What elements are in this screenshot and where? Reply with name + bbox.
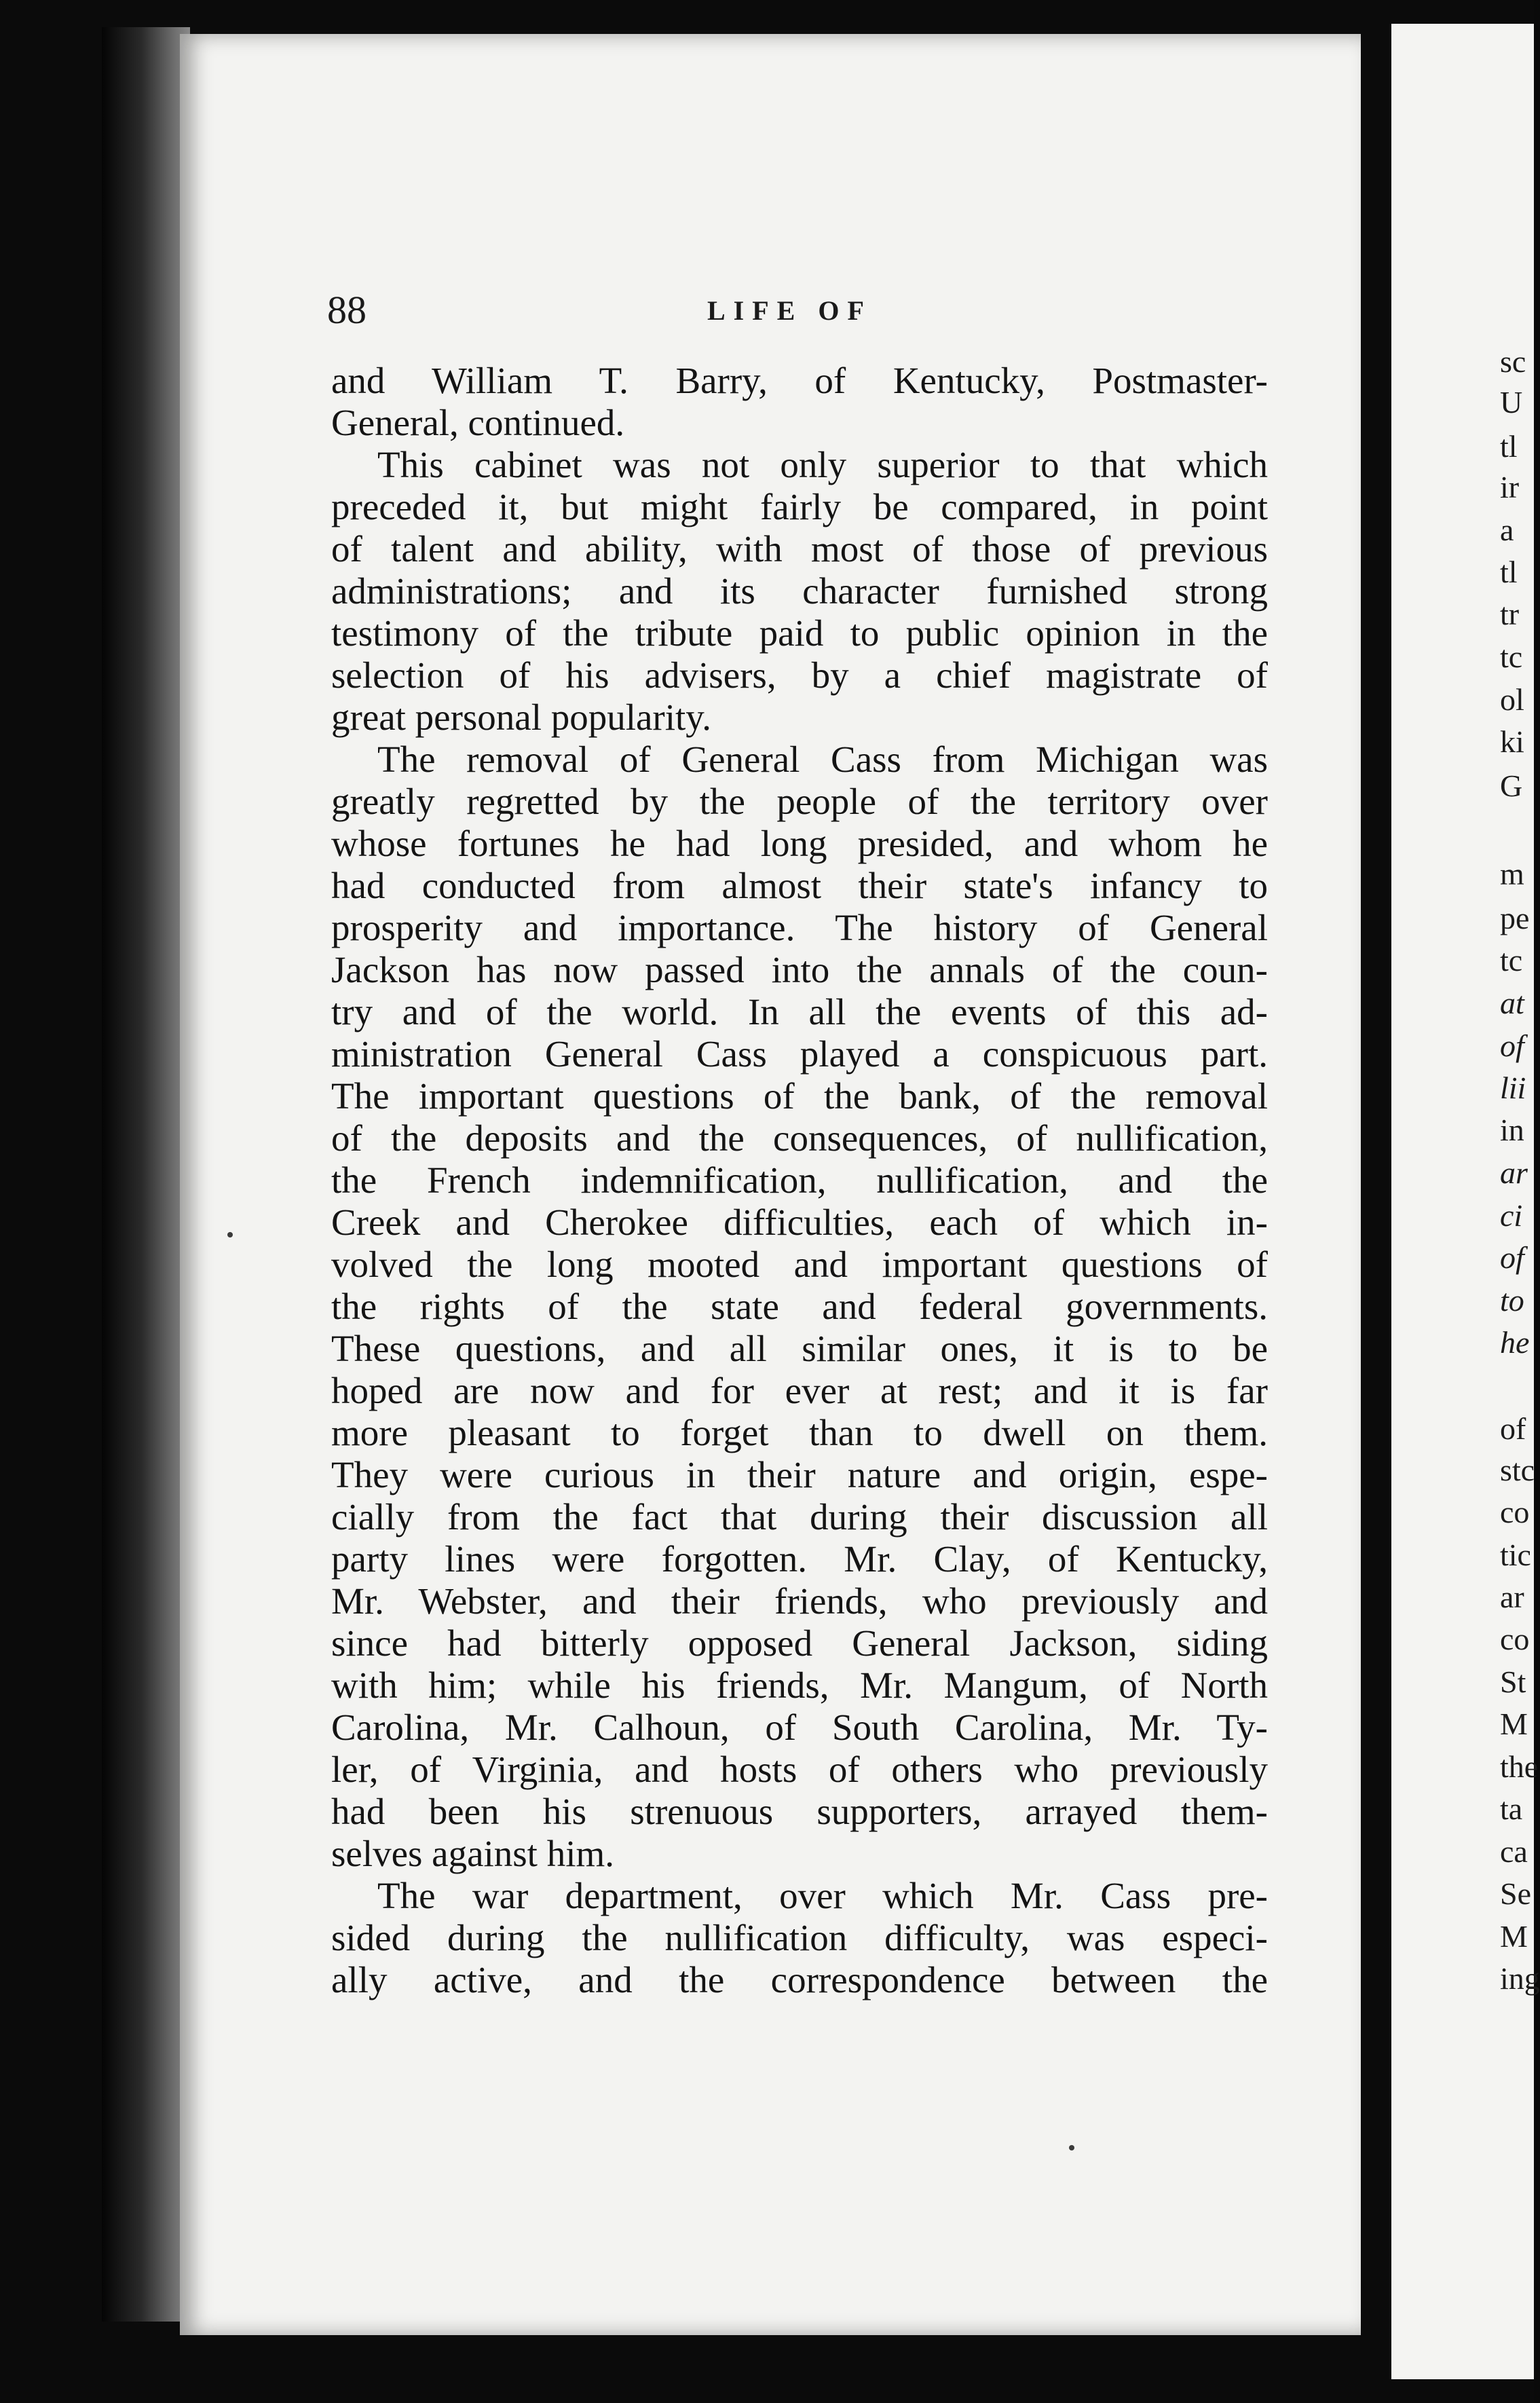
facing-page-fragment: ci [1500, 1198, 1523, 1233]
text-line: This cabinet was not only superior to that which [377, 444, 1268, 485]
text-line: selection of his advisers, by a chief magistrate of [331, 654, 1268, 696]
text-line: administrations; and its character furnished strong [331, 570, 1268, 612]
text-line: cially from the fact that during their discussion all [331, 1496, 1268, 1538]
facing-page-fragment: U [1500, 385, 1523, 420]
facing-page-fragment: tic [1500, 1538, 1531, 1572]
facing-page-fragment: co [1500, 1495, 1530, 1529]
text-line: Mr. Webster, and their friends, who previously and [331, 1580, 1268, 1622]
facing-page-fragment: to [1500, 1283, 1524, 1318]
page-number: 88 [327, 288, 367, 332]
facing-page-fragment: of [1500, 1240, 1524, 1275]
text-line: since had bitterly opposed General Jackson, siding [331, 1622, 1268, 1664]
facing-page-fragment: tr [1500, 597, 1520, 631]
text-line: greatly regretted by the people of the territory over [331, 781, 1268, 822]
facing-page-fragment: of [1500, 1411, 1526, 1446]
facing-page-fragment: ol [1500, 682, 1524, 717]
text-line: ministration General Cass played a conspicuous part. [331, 1033, 1268, 1075]
text-line: hoped are now and for ever at rest; and it is far [331, 1370, 1268, 1411]
facing-page-fragment: M [1500, 1707, 1528, 1741]
facing-page-fragment: ing [1500, 1961, 1540, 1996]
running-title: LIFE OF [707, 295, 872, 326]
facing-page-fragment: tl [1500, 555, 1518, 589]
text-line: General, continued. [331, 402, 625, 443]
facing-page-fragment: ta [1500, 1791, 1523, 1826]
facing-page-fragment: lii [1500, 1070, 1526, 1105]
facing-page-fragment: m [1500, 857, 1524, 891]
book-gutter-shadow [102, 27, 190, 2322]
facing-page-fragment: the [1500, 1749, 1539, 1784]
text-line: These questions, and all similar ones, it is to be [331, 1328, 1268, 1369]
text-line: party lines were forgotten. Mr. Clay, of Kentucky, [331, 1538, 1268, 1580]
facing-page-edge [1391, 24, 1540, 2379]
facing-page-fragment: stc [1500, 1453, 1535, 1487]
text-line: Jackson has now passed into the annals of the coun- [331, 949, 1268, 990]
text-line: ler, of Virginia, and hosts of others who previously [331, 1749, 1268, 1790]
facing-page-fragment: tc [1500, 943, 1523, 977]
text-line: testimony of the tribute paid to public opinion in the [331, 612, 1268, 654]
text-line: of talent and ability, with most of those of previous [331, 528, 1268, 570]
text-line: try and of the world. In all the events of this ad- [331, 991, 1268, 1032]
facing-page-fragment: ir [1500, 470, 1520, 504]
text-line: They were curious in their nature and origin, espe- [331, 1454, 1268, 1495]
text-line: and William T. Barry, of Kentucky, Postmaster- [331, 360, 1268, 401]
text-line: ally active, and the correspondence between the [331, 1959, 1268, 2000]
scan-speck [227, 1232, 233, 1237]
facing-page-fragment: in [1500, 1113, 1524, 1147]
facing-page-fragment: ca [1500, 1834, 1528, 1869]
facing-page-fragment: ar [1500, 1155, 1528, 1190]
text-line: the rights of the state and federal governments. [331, 1286, 1268, 1327]
text-line: had been his strenuous supporters, arrayed them- [331, 1791, 1268, 1832]
text-line: more pleasant to forget than to dwell on them. [331, 1412, 1268, 1453]
facing-page-fragment: ki [1500, 724, 1524, 759]
text-line: The important questions of the bank, of the removal [331, 1075, 1268, 1117]
facing-page-fragment: co [1500, 1622, 1530, 1656]
text-line: sided during the nullification difficulty, was especi- [331, 1917, 1268, 1958]
facing-page-fragment: tc [1500, 639, 1523, 674]
text-line: prosperity and importance. The history of General [331, 907, 1268, 948]
text-line: Creek and Cherokee difficulties, each of which in- [331, 1202, 1268, 1243]
text-line: with him; while his friends, Mr. Mangum, of North [331, 1664, 1268, 1706]
facing-page-fragment: he [1500, 1325, 1530, 1360]
facing-page-fragment: tl [1500, 429, 1518, 464]
text-line: The war department, over which Mr. Cass pre- [377, 1875, 1268, 1916]
scan-speck [1069, 2145, 1074, 2150]
facing-page-fragment: at [1500, 986, 1524, 1020]
facing-page-fragment: Se [1500, 1876, 1531, 1911]
text-line: great personal popularity. [331, 696, 711, 738]
text-line: volved the long mooted and important questions of [331, 1244, 1268, 1285]
text-line: The removal of General Cass from Michigan was [377, 739, 1268, 780]
facing-page-fragment: of [1500, 1028, 1524, 1063]
facing-page-fragment: a [1500, 513, 1514, 547]
text-line: the French indemnification, nullification, and the [331, 1159, 1268, 1201]
text-line: of the deposits and the consequences, of nullification, [331, 1117, 1268, 1159]
text-line: preceded it, but might fairly be compared, in point [331, 486, 1268, 527]
facing-page-fragment: ar [1500, 1580, 1524, 1614]
body-text [331, 360, 1268, 2001]
facing-page-fragment: pe [1500, 901, 1530, 935]
text-line: Carolina, Mr. Calhoun, of South Carolina, Mr. Ty- [331, 1707, 1268, 1748]
text-line: whose fortunes he had long presided, and whom he [331, 823, 1268, 864]
text-line: had conducted from almost their state's infancy to [331, 865, 1268, 906]
facing-page-fragment: St [1500, 1664, 1526, 1699]
facing-page-fragment: M [1500, 1919, 1528, 1954]
facing-page-fragment: sc [1500, 344, 1526, 379]
facing-page-fragment: G [1500, 768, 1523, 803]
text-line: selves against him. [331, 1833, 615, 1874]
running-head [327, 288, 1264, 338]
